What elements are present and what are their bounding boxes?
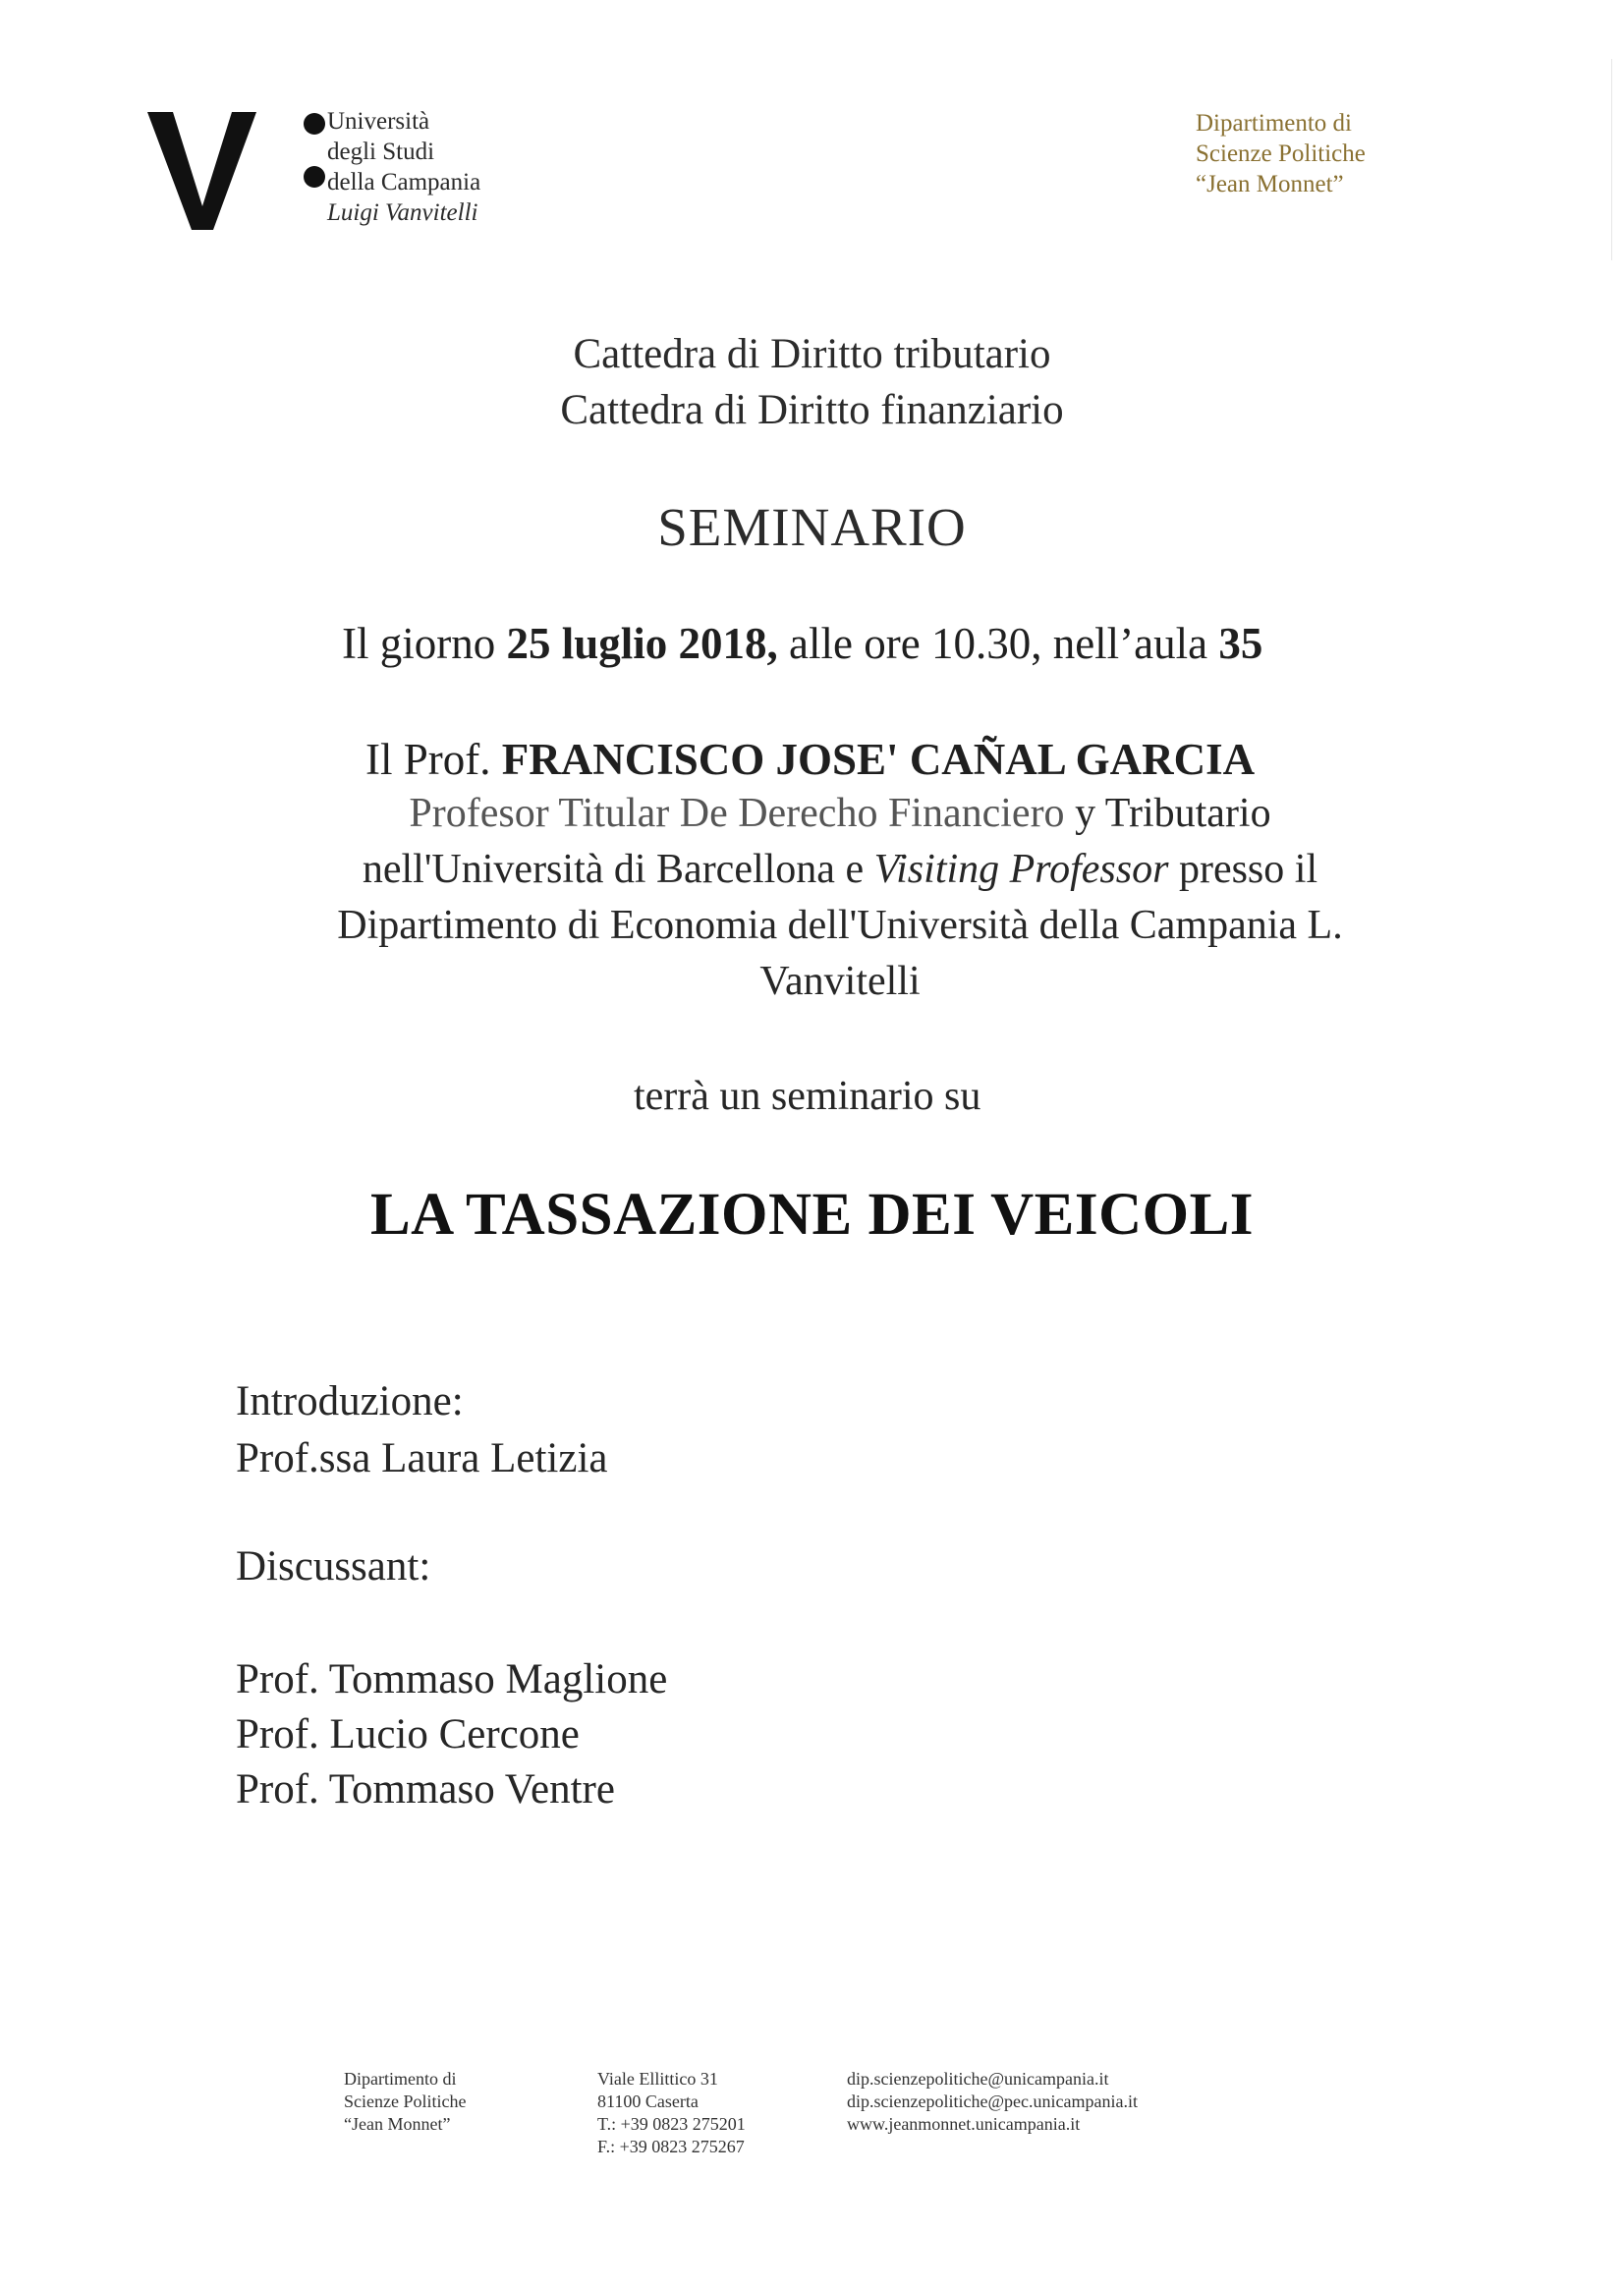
bio-italic: Visiting Professor bbox=[873, 847, 1169, 892]
university-line-italic: Luigi Vanvitelli bbox=[327, 199, 478, 226]
discussant-item: Prof. Tommaso Ventre bbox=[236, 1766, 615, 1813]
department-line: Dipartimento di bbox=[1196, 110, 1352, 137]
bio-line bbox=[128, 842, 1552, 898]
footer-website: www.jeanmonnet.unicampania.it bbox=[847, 2114, 1081, 2134]
discussant-item: Prof. Lucio Cercone bbox=[236, 1711, 580, 1757]
seminar-date: 25 luglio 2018, bbox=[506, 619, 778, 668]
footer-email: dip.scienzepolitiche@unicampania.it bbox=[847, 2069, 1109, 2089]
footer-address bbox=[597, 2068, 746, 2158]
footer-phone: T.: +39 0823 275201 bbox=[597, 2114, 746, 2134]
university-name bbox=[327, 106, 480, 228]
bio-text: nell'Università di Barcellona e bbox=[362, 847, 874, 892]
speaker-bio bbox=[128, 786, 1552, 1010]
seminar-intro-line: terrà un seminario su bbox=[634, 1074, 981, 1119]
university-line: Università bbox=[327, 108, 430, 135]
footer-line: Viale Ellittico 31 bbox=[597, 2069, 718, 2089]
bio-title-end: y Tributario bbox=[1064, 791, 1271, 836]
footer-line: Scienze Politiche bbox=[344, 2092, 467, 2111]
speaker-name: FRANCISCO JOSE' CAÑAL GARCIA bbox=[501, 735, 1256, 784]
footer-line: Dipartimento di bbox=[344, 2069, 457, 2089]
department-line: “Jean Monnet” bbox=[1196, 171, 1344, 197]
time-text: alle ore 10.30, nell’aula bbox=[777, 619, 1219, 668]
speaker-line bbox=[365, 732, 1255, 787]
footer-pec-email: dip.scienzepolitiche@pec.unicampania.it bbox=[847, 2092, 1138, 2111]
header-divider bbox=[1611, 59, 1612, 260]
bio-line: Dipartimento di Economia dell'Università della Campania L. bbox=[337, 903, 1343, 948]
chair-line: Cattedra di Diritto tributario bbox=[573, 331, 1051, 377]
discussant-list bbox=[236, 1652, 667, 1817]
university-line: degli Studi bbox=[327, 139, 435, 165]
introduction-label: Introduzione: bbox=[236, 1378, 464, 1424]
footer-department bbox=[344, 2068, 466, 2136]
footer-line: “Jean Monnet” bbox=[344, 2114, 451, 2134]
chairs-block bbox=[0, 326, 1624, 438]
chair-line: Cattedra di Diritto finanziario bbox=[560, 387, 1064, 433]
university-logo-mark bbox=[147, 104, 344, 232]
university-line: della Campania bbox=[327, 169, 481, 195]
room-number: 35 bbox=[1218, 619, 1263, 668]
talk-title: LA TASSAZIONE DEI VEICOLI bbox=[369, 1182, 1255, 1248]
footer-contacts bbox=[847, 2068, 1138, 2136]
introduction-block bbox=[236, 1373, 607, 1487]
discussant-item: Prof. Tommaso Maglione bbox=[236, 1656, 668, 1702]
department-header bbox=[1196, 108, 1366, 199]
speaker-prefix: Il Prof. bbox=[365, 735, 502, 784]
seminar-heading: SEMINARIO bbox=[657, 497, 967, 557]
footer-line: 81100 Caserta bbox=[597, 2092, 699, 2111]
footer-fax: F.: +39 0823 275267 bbox=[597, 2137, 745, 2156]
introduction-person: Prof.ssa Laura Letizia bbox=[236, 1435, 608, 1481]
discussant-label: Discussant: bbox=[236, 1543, 431, 1590]
date-text: Il giorno bbox=[342, 619, 507, 668]
bio-text: presso il bbox=[1168, 847, 1318, 892]
bio-line bbox=[128, 786, 1552, 842]
bio-line: Vanvitelli bbox=[759, 959, 921, 1004]
date-line bbox=[342, 616, 1262, 671]
bio-title: Profesor Titular De Derecho Financiero bbox=[409, 791, 1065, 836]
department-line: Scienze Politiche bbox=[1196, 140, 1366, 167]
